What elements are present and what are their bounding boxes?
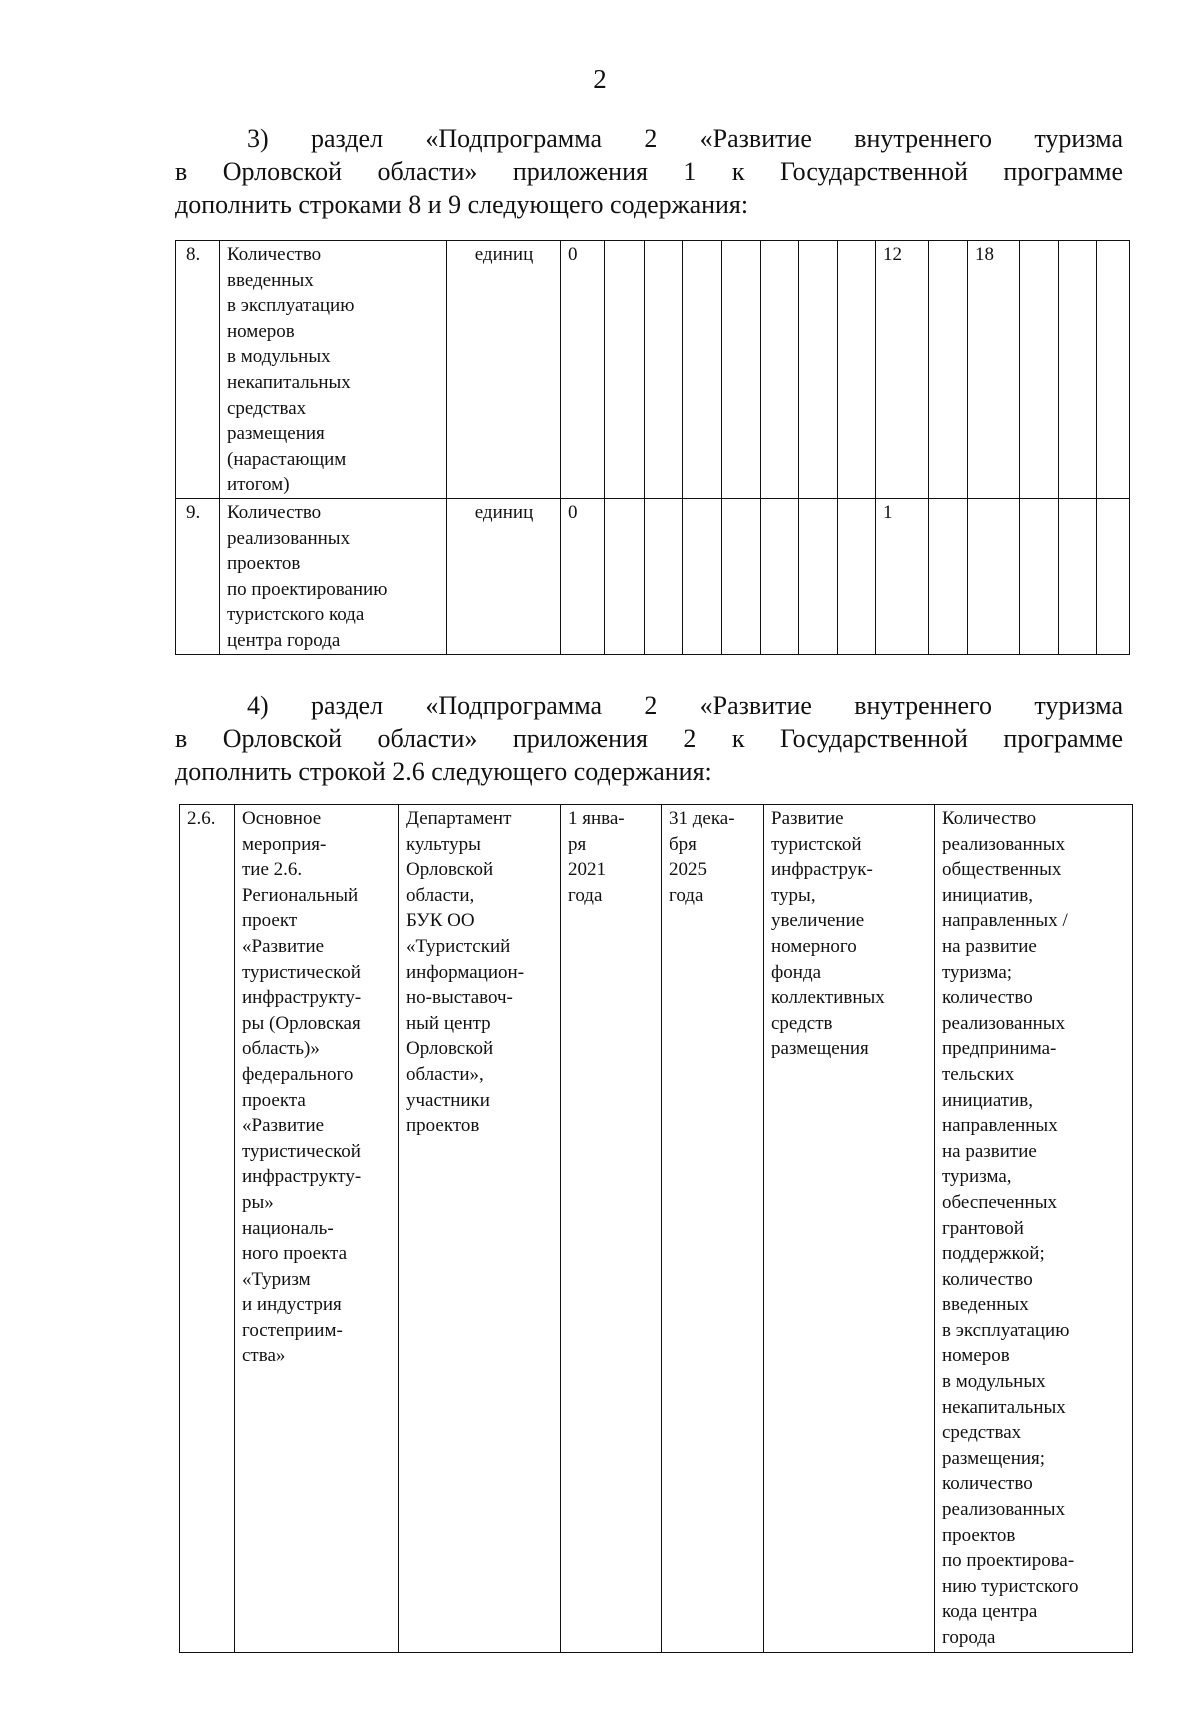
value-cell: [838, 498, 876, 654]
value-cell: 0: [561, 498, 605, 654]
section-4-paragraph: [175, 689, 1123, 788]
value-cell: 1: [876, 498, 929, 654]
table-row: [180, 805, 1133, 1653]
unit-cell: единиц: [447, 241, 561, 499]
value-cell: [645, 498, 683, 654]
value-cell: 0: [561, 241, 605, 499]
value-cell: [1020, 241, 1059, 499]
value-cell: [645, 241, 683, 499]
executor-cell: Департамент культуры Орловской области, БУК ОО «Туристский информацион- но-выставоч- ный центр Орловской области», участники проектов: [399, 805, 561, 1653]
paragraph-line: в Орловской области» приложения 1 к Государственной программе: [175, 157, 1123, 186]
value-cell: [683, 498, 722, 654]
indicators-table: [175, 240, 1130, 655]
activity-table: [179, 804, 1133, 1653]
value-cell: [1059, 498, 1097, 654]
section-3-paragraph: [175, 122, 1123, 221]
unit-cell: единиц: [447, 498, 561, 654]
page-number: 2: [593, 64, 607, 94]
value-cell: [968, 498, 1020, 654]
paragraph-line: дополнить строками 8 и 9 следующего содержания:: [175, 190, 749, 219]
value-cell: 18: [968, 241, 1020, 499]
row-number: 2.6.: [180, 805, 235, 1653]
indicator-name: Количество реализованных проектов по проектированию туристского кода центра города: [220, 498, 447, 654]
paragraph-line: дополнить строкой 2.6 следующего содержания:: [175, 757, 712, 786]
value-cell: [761, 498, 799, 654]
paragraph-line: в Орловской области» приложения 2 к Государственной программе: [175, 724, 1123, 753]
start-date-cell: 1 янва- ря 2021 года: [561, 805, 662, 1653]
table-row: [176, 498, 1130, 654]
value-cell: [683, 241, 722, 499]
expected-result-cell: Развитие туристской инфраструк- туры, увеличение номерного фонда коллективных средств размещения: [764, 805, 935, 1653]
value-cell: [722, 241, 761, 499]
paragraph-line: 4) раздел «Подпрограмма 2 «Развитие внутреннего туризма: [247, 691, 1123, 720]
value-cell: [761, 241, 799, 499]
value-cell: [1059, 241, 1097, 499]
row-number: 8.: [176, 241, 220, 499]
value-cell: [799, 241, 838, 499]
value-cell: [929, 498, 968, 654]
indicator-name: Количество введенных в эксплуатацию номеров в модульных некапитальных средствах размещения (нарастающим итогом): [220, 241, 447, 499]
value-cell: [1020, 498, 1059, 654]
value-cell: [605, 241, 645, 499]
value-cell: 12: [876, 241, 929, 499]
value-cell: [1097, 498, 1130, 654]
value-cell: [1097, 241, 1130, 499]
value-cell: [722, 498, 761, 654]
end-date-cell: 31 дека- бря 2025 года: [662, 805, 764, 1653]
row-number: 9.: [176, 498, 220, 654]
paragraph-line: 3) раздел «Подпрограмма 2 «Развитие внутреннего туризма: [247, 124, 1123, 153]
value-cell: [605, 498, 645, 654]
activity-name: Основное мероприя- тие 2.6. Региональный проект «Развитие туристической инфраструкту- ры (Орловская область)» федерального проекта «Развитие туристической инфраструкту- ры» националь- ного проекта «Туризм и индустрия гостеприим- ства»: [235, 805, 399, 1653]
value-cell: [929, 241, 968, 499]
value-cell: [799, 498, 838, 654]
indicators-cell: Количество реализованных общественных инициатив, направленных / на развитие туризма; количество реализованных предпринима- тельских инициатив, направленных на развитие туризма, обеспеченных грантовой поддержкой; количество введенных в эксплуатацию номеров в модульных некапитальных средствах размещения; количество реализованных проектов по проектирова- нию туристского кода центра города: [935, 805, 1133, 1653]
value-cell: [838, 241, 876, 499]
table-row: [176, 241, 1130, 499]
